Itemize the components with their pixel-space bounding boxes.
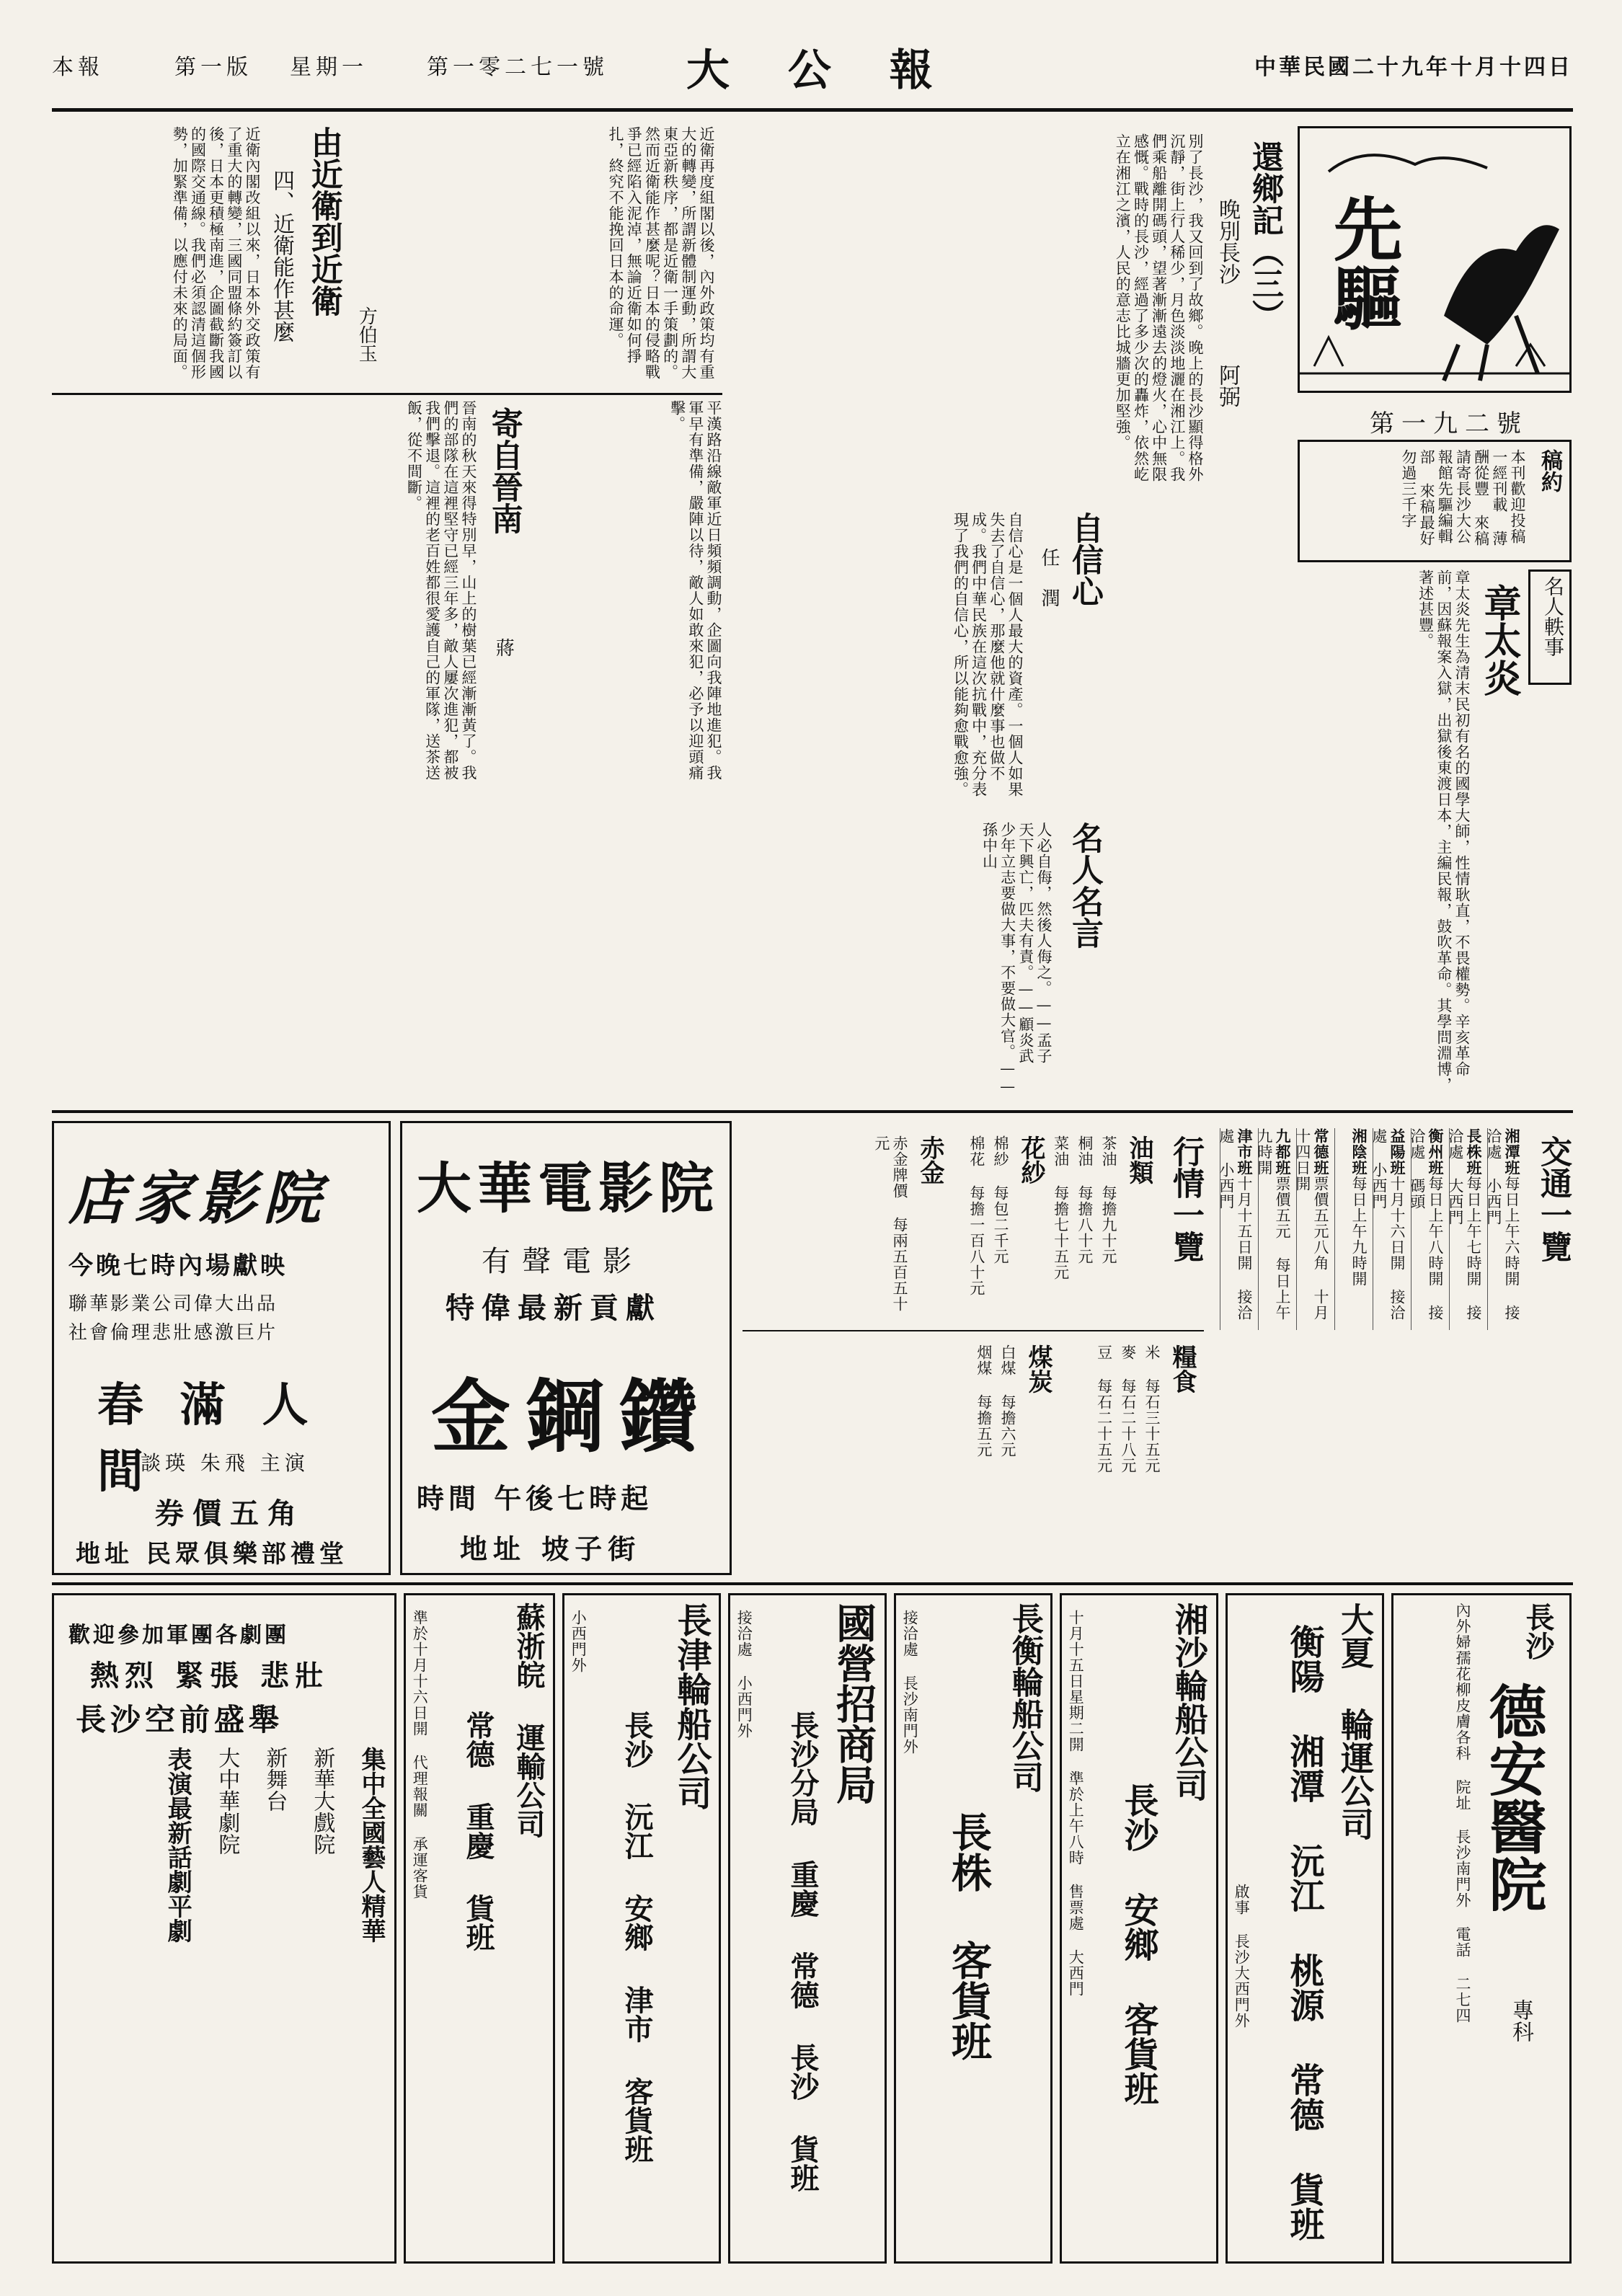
- ad-troupe-sub: 熱烈 緊張 悲壯: [90, 1659, 329, 1693]
- ad-ship6-name: 蘇浙皖 運輸公司: [512, 1603, 546, 1838]
- ad-ship1-route: 衡陽 湘潭 沅江 桃源 常德 貨班: [1284, 1624, 1324, 2241]
- ad-ship1-name: 大夏 輪運公司: [1336, 1603, 1375, 1840]
- market-oil-item: 桐油 每擔八十元: [1076, 1135, 1094, 1264]
- article-jizi-title: 寄自晉南: [485, 407, 523, 534]
- top-hrule: [52, 393, 722, 395]
- masthead-paper-name: 大 公 報: [686, 45, 954, 96]
- article-jinwei-author: 方伯玉: [355, 306, 378, 363]
- ad-theatre-film: 春 滿 人 間: [97, 1378, 319, 1499]
- article-huanxiang-text: 別了長沙，我又回到了故鄉。晚上的長沙顯得格外沉靜，街上行人稀少，月色淡淡地灑在湘江上。我們乘船離開碼頭，望著漸漸遠去的燈火，心中無限感慨。戰時的長沙，經過了多少次的轟炸，依然屹立在湘江之濱，人民的意志比城牆更加堅強。: [1114, 133, 1204, 482]
- masthead-date: 中華民國二十九年十月十四日: [1254, 55, 1573, 80]
- ad-troupe-call: 長沙空前盛舉: [76, 1702, 284, 1737]
- ad-ship3: [894, 1593, 1052, 2264]
- transport-route: 湘陰班: [1350, 1128, 1368, 1176]
- transport-route: 長株班: [1465, 1128, 1483, 1176]
- masthead-price-label: 本報: [52, 55, 104, 80]
- ad-cinema2-name: 大華電影院: [417, 1156, 719, 1220]
- ad-ship4-route: 長沙分局 重慶 常德 長沙 貨班: [786, 1711, 820, 2192]
- ad-ship5-note: 小西門外: [570, 1610, 588, 1673]
- masthead-issue-no: 第一零二七一號: [427, 55, 608, 80]
- market-oil-item: 茶油 每擔九十元: [1100, 1135, 1117, 1264]
- ad-ship2-route: 長沙 安鄉 客貨班: [1118, 1783, 1158, 2106]
- supplement-notice-title: 稿約: [1537, 449, 1562, 492]
- ad-theatre-company: 聯華影業公司偉大出品: [68, 1293, 278, 1315]
- article-huanxiang-author: 阿弼: [1215, 364, 1240, 407]
- article-zhangtaiyan-text: 章太炎先生為清末民初有名的國學大師，性情耿直，不畏權勢。辛亥革命前，因蘇報案入獄，出獄後東渡日本，主編民報，鼓吹革命。其學問淵博，著述甚豐。: [1417, 569, 1471, 1093]
- transport-section: [1218, 1121, 1572, 1553]
- article-mingyan-title: 名人名言: [1066, 822, 1103, 949]
- article-jizi-author: 蔣: [492, 638, 515, 657]
- ad-ship5-name: 長津輪船公司: [671, 1603, 712, 1810]
- transport-route: 益陽班: [1388, 1128, 1406, 1176]
- ad-ship4: [728, 1593, 887, 2264]
- transport-item: [1255, 1128, 1292, 1330]
- transport-route: 衡州班: [1427, 1128, 1445, 1176]
- ad-cinema2-address: 地址 坡子街: [460, 1533, 642, 1565]
- market-cotton-item: 棉紗 每包二千元: [992, 1135, 1009, 1264]
- article-jinwei-title: 由近衛到近衛: [305, 126, 342, 316]
- market-cotton-title: 花紗: [1016, 1135, 1045, 1184]
- masthead-rule: [52, 108, 1573, 112]
- article-jinwei-subtitle: 四、近衛能作甚麼: [269, 169, 294, 342]
- ad-hospital-name: 德安醫院: [1479, 1682, 1547, 1912]
- market-gold-title: 赤金: [916, 1135, 944, 1184]
- market-cotton: [967, 1135, 1009, 1323]
- supplement-notice-text: 本刊歡迎投稿 一經刊載 薄酬從豐 來稿請寄長沙大公報館先驅編輯部 來稿最好勿過三千字: [1399, 449, 1526, 546]
- column-two-text: 平漢路沿線敵軍近日頻頻調動，企圖向我陣地進犯。我軍早有準備，嚴陣以待，敵人如敢來犯，必予以迎頭痛擊。: [668, 400, 722, 781]
- transport-detail: 每日上午八時開 接洽處 碼頭: [1408, 1128, 1444, 1321]
- ad-troupe-item: 集中全國藝人精華: [357, 1747, 386, 1943]
- mid-hrule: [52, 1110, 1573, 1113]
- masthead-weekday: 星期一: [290, 55, 368, 80]
- transport-route: 九都班: [1274, 1128, 1292, 1176]
- ad-ship5: [562, 1593, 721, 2264]
- market-grain-title: 糧食: [1168, 1344, 1197, 1393]
- ad-theatre-show: 今晚七時內場獻映: [68, 1251, 288, 1280]
- transport-item: [1484, 1128, 1521, 1330]
- ad-theatre: [52, 1121, 391, 1575]
- ad-hospital-city: 長沙: [1521, 1603, 1555, 1660]
- market-coal-item: 烟煤 每擔五元: [975, 1344, 993, 1458]
- ad-ship4-name: 國營招商局: [830, 1603, 877, 1804]
- ad-ship2: [1060, 1593, 1218, 2264]
- ad-theatre-name: 店家影院: [68, 1164, 328, 1232]
- article-mingyan-text: 人必自侮，然後人侮之。——孟子 天下興亡，匹夫有責。——顧炎武 少年立志要做大事，不要做大官。——孫中山: [980, 822, 1052, 1096]
- article-zixin-text: 自信心是一個人最大的資產。一個人如果失去了自信心，那麼他就什麼事也做不成。我們中華民族在這次抗戰中，充分表現了我們的自信心，所以能夠愈戰愈強。: [952, 512, 1024, 797]
- article-zixin-title: 自信心: [1066, 512, 1103, 607]
- market-section: [743, 1121, 1204, 1553]
- transport-item: [1446, 1128, 1483, 1330]
- market-grain: [1094, 1344, 1161, 1539]
- ad-cinema2-tag2: 特偉最新貢獻: [446, 1291, 662, 1325]
- market-hrule: [743, 1330, 1204, 1331]
- article-zhangtaiyan-title: 章太炎: [1477, 584, 1521, 696]
- article-jinwei-text: 近衛再度組閣以後，內外政策均有重大的轉變，所謂新體制運動，所謂大東亞新秩序，都是近衛一手策劃的。然而近衛能作甚麼呢？日本的侵略戰爭已經陷入泥淖，無論近衛如何掙扎，終究不能挽回日本的命運。: [607, 126, 715, 380]
- transport-item: [1293, 1128, 1330, 1330]
- column-one-text: 近衛內閣改組以來，日本外交政策有了重大的轉變，三國同盟條約簽訂以後，日本更積極南進，企圖截斷我國的國際交通線。我們必須認清這個形勢，加緊準備，以應付未來的局面。: [171, 126, 261, 380]
- market-coal-item: 白煤 每擔六元: [999, 1344, 1016, 1458]
- article-zhangtaiyan: [1117, 569, 1572, 1103]
- transport-detail: 十月十六日開 接洽處 小西門: [1370, 1128, 1406, 1321]
- ad-troupe-item: 大中華劇院: [214, 1747, 240, 1855]
- article-zhangtaiyan-series: 名人軼事: [1528, 569, 1572, 685]
- article-mingyan: [728, 815, 1103, 1103]
- article-zixin-author: 任 潤: [1038, 548, 1060, 607]
- market-grain-item: 豆 每石二十五元: [1095, 1344, 1113, 1473]
- ad-ship3-name: 長衡輪船公司: [1006, 1603, 1043, 1793]
- ad-cinema2-film: 金鋼鑽: [431, 1370, 712, 1463]
- ad-hospital-tag: 專科: [1508, 1999, 1533, 2042]
- ad-ship5-route: 長沙 沅江 安鄉 津市 客貨班: [620, 1711, 654, 2163]
- supplement-issue: 第一九二號: [1370, 409, 1528, 438]
- market-grain-item: 麥 每石二十八元: [1119, 1344, 1137, 1473]
- masthead: [52, 29, 1573, 108]
- market-coal: [975, 1344, 1016, 1539]
- ad-ship4-note: 接洽處 小西門外: [735, 1610, 753, 1739]
- lower-hrule: [52, 1582, 1573, 1585]
- transport-route: 湘潭班: [1503, 1128, 1521, 1176]
- market-oil: [1051, 1135, 1117, 1323]
- ad-cinema2-tag1: 有聲電影: [482, 1245, 643, 1278]
- supplement-notice: [1298, 440, 1572, 562]
- ad-theatre-price: 券價五角: [155, 1497, 305, 1530]
- ad-troupe-items: [68, 1747, 386, 2251]
- transport-detail: 十月十五日開 接洽處 小西門: [1217, 1128, 1253, 1321]
- ad-hospital-text: 內外婦孺花柳皮膚各科 院址 長沙南門外 電話 二七四: [1454, 1603, 1471, 2024]
- ad-ship6-route: 常德 重慶 貨班: [461, 1711, 495, 1951]
- market-coal-title: 煤炭: [1024, 1344, 1052, 1393]
- market-cotton-item: 棉花 每擔一百八十元: [967, 1135, 985, 1296]
- ad-theatre-address: 地址 民眾俱樂部禮堂: [76, 1540, 348, 1569]
- transport-list: [1218, 1128, 1521, 1546]
- transport-detail: 票價五元八角 十月十四日開: [1293, 1128, 1329, 1321]
- ad-ship3-route: 長株 客貨班: [945, 1812, 993, 2061]
- article-huanxiang-subtitle: 晚別長沙: [1215, 198, 1240, 285]
- ad-ship1: [1226, 1593, 1384, 2264]
- market-oil-item: 菜油 每擔七十五元: [1052, 1135, 1070, 1280]
- ad-ship6: [404, 1593, 555, 2264]
- ad-troupe-item: 新華大戲院: [309, 1747, 335, 1855]
- ad-ship3-note: 接洽處 長沙南門外: [901, 1610, 919, 1755]
- transport-item: [1334, 1128, 1368, 1330]
- transport-route: 津市班: [1236, 1128, 1254, 1176]
- transport-detail: 每日上午九時開: [1350, 1176, 1368, 1287]
- ad-ship2-name: 湘沙輪船公司: [1170, 1603, 1209, 1801]
- article-jinwei: [52, 126, 715, 386]
- ad-cinema2: [400, 1121, 732, 1575]
- supplement-title: 先驅: [1322, 193, 1404, 332]
- transport-item: [1408, 1128, 1445, 1330]
- market-gold-item: 赤金牌價 每兩五百五十元: [872, 1135, 908, 1312]
- transport-detail: 每日上午六時開 接洽處 小西門: [1484, 1128, 1520, 1321]
- transport-detail: 每日上午七時開 接洽處 大西門: [1446, 1128, 1482, 1321]
- ad-troupe-item: 新舞台: [262, 1747, 288, 1812]
- market-grain-item: 米 每石三十五元: [1143, 1344, 1161, 1473]
- ad-theatre-stars: 談瑛 朱飛 主演: [141, 1451, 309, 1475]
- transport-route: 常德班: [1312, 1128, 1330, 1176]
- ad-ship2-note: 十月十五日星期二開 準於上午八時 售票處 大西門: [1067, 1610, 1085, 1997]
- market-title: 行情一覽: [1167, 1135, 1204, 1262]
- article-jizi-text: 晉南的秋天來得特別早，山上的樹葉已經漸漸黃了。我們的部隊在這裡堅守已經三年多，敵人屢次進犯，都被我們擊退。這裡的老百姓都很愛護自己的軍隊，送茶送飯，從不間斷。: [405, 400, 477, 781]
- masthead-section: 第一版: [174, 55, 252, 80]
- ad-cinema2-time: 時間 午後七時起: [417, 1482, 653, 1515]
- ad-ship1-note: 啟事 長沙大西門外: [1233, 1884, 1251, 2029]
- ad-troupe-item: 表演最新話劇平劇: [163, 1747, 192, 1943]
- ad-theatre-desc: 社會倫理悲壯感激巨片: [68, 1322, 278, 1344]
- ad-troupe-name: 歡迎參加軍團各劇團: [68, 1623, 289, 1648]
- ad-ship6-note: 準於十月十六日開 代理報關 承運客貨: [411, 1610, 429, 1900]
- ad-troupe: [52, 1593, 396, 2264]
- article-jizi: [52, 400, 722, 789]
- transport-detail: 票價五元 每日上午九時開: [1255, 1128, 1291, 1321]
- article-huanxiang-title: 還鄉記（三）: [1246, 141, 1283, 331]
- supplement-logo: [1298, 126, 1572, 393]
- ad-hospital: [1391, 1593, 1572, 2264]
- transport-item: [1370, 1128, 1406, 1330]
- article-zixin: [728, 505, 1103, 807]
- transport-title: 交通一覽: [1535, 1135, 1572, 1262]
- market-oil-title: 油類: [1125, 1135, 1153, 1184]
- transport-item: [1217, 1128, 1254, 1330]
- article-huanxiang: [728, 126, 1283, 501]
